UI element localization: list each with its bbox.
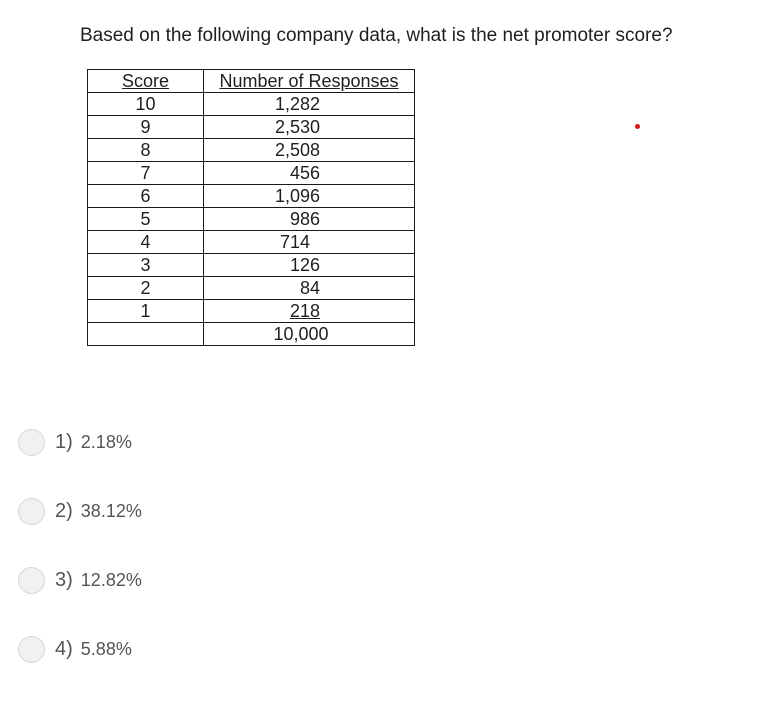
- responses-value: 126: [289, 255, 320, 275]
- table-total-row: [88, 323, 415, 346]
- score-cell-empty: [88, 323, 204, 346]
- radio-button-icon[interactable]: [18, 429, 45, 456]
- score-cell: 8: [88, 139, 204, 162]
- score-cell: 7: [88, 162, 204, 185]
- responses-value: 986: [289, 209, 320, 229]
- responses-value: 1,096: [274, 186, 320, 206]
- option-text: 38.12%: [80, 500, 142, 521]
- responses-cell: [204, 116, 415, 139]
- table-row: [88, 208, 415, 231]
- answer-option-2[interactable]: [18, 496, 142, 526]
- column-header-responses: Number of Responses: [204, 70, 415, 93]
- answer-option-3[interactable]: [18, 565, 142, 595]
- total-responses-value: 10,000: [273, 324, 329, 344]
- responses-cell: [204, 208, 415, 231]
- answer-option-4[interactable]: [18, 634, 132, 664]
- table-row: [88, 185, 415, 208]
- option-text: 12.82%: [80, 569, 142, 590]
- responses-value: 2,508: [274, 140, 320, 160]
- responses-cell: [204, 185, 415, 208]
- responses-value: 1,282: [274, 94, 320, 114]
- responses-cell: [204, 139, 415, 162]
- table-header-row: [88, 70, 415, 93]
- table-row: [88, 93, 415, 116]
- responses-cell: [204, 277, 415, 300]
- option-number: 2): [55, 499, 73, 522]
- radio-button-icon[interactable]: [18, 636, 45, 663]
- radio-button-icon[interactable]: [18, 498, 45, 525]
- question-text: Based on the following company data, what is the net promoter score?: [80, 25, 673, 46]
- option-number: 3): [55, 568, 73, 591]
- option-text: 5.88%: [80, 638, 132, 659]
- responses-value: 714: [280, 232, 311, 252]
- red-marker-dot: [635, 124, 640, 129]
- responses-value: 218: [289, 301, 320, 321]
- score-cell: 5: [88, 208, 204, 231]
- score-cell: 1: [88, 300, 204, 323]
- score-cell: 2: [88, 277, 204, 300]
- score-cell: 9: [88, 116, 204, 139]
- responses-value: 2,530: [274, 117, 320, 137]
- table-row: [88, 116, 415, 139]
- responses-cell: [204, 300, 415, 323]
- score-cell: 10: [88, 93, 204, 116]
- responses-cell: [204, 93, 415, 116]
- score-cell: 6: [88, 185, 204, 208]
- table-row: [88, 139, 415, 162]
- responses-cell: [204, 231, 415, 254]
- table-row: [88, 300, 415, 323]
- nps-data-table: [87, 69, 415, 346]
- score-cell: 4: [88, 231, 204, 254]
- radio-button-icon[interactable]: [18, 567, 45, 594]
- total-cell: [204, 323, 415, 346]
- table-row: [88, 277, 415, 300]
- column-header-score: Score: [88, 70, 204, 93]
- table-row: [88, 231, 415, 254]
- answer-option-1[interactable]: [18, 427, 132, 457]
- score-cell: 3: [88, 254, 204, 277]
- option-number: 4): [55, 637, 73, 660]
- responses-cell: [204, 254, 415, 277]
- table-row: [88, 162, 415, 185]
- responses-value: 84: [299, 278, 320, 298]
- option-number: 1): [55, 430, 73, 453]
- option-text: 2.18%: [80, 431, 132, 452]
- table-row: [88, 254, 415, 277]
- responses-value: 456: [289, 163, 320, 183]
- responses-cell: [204, 162, 415, 185]
